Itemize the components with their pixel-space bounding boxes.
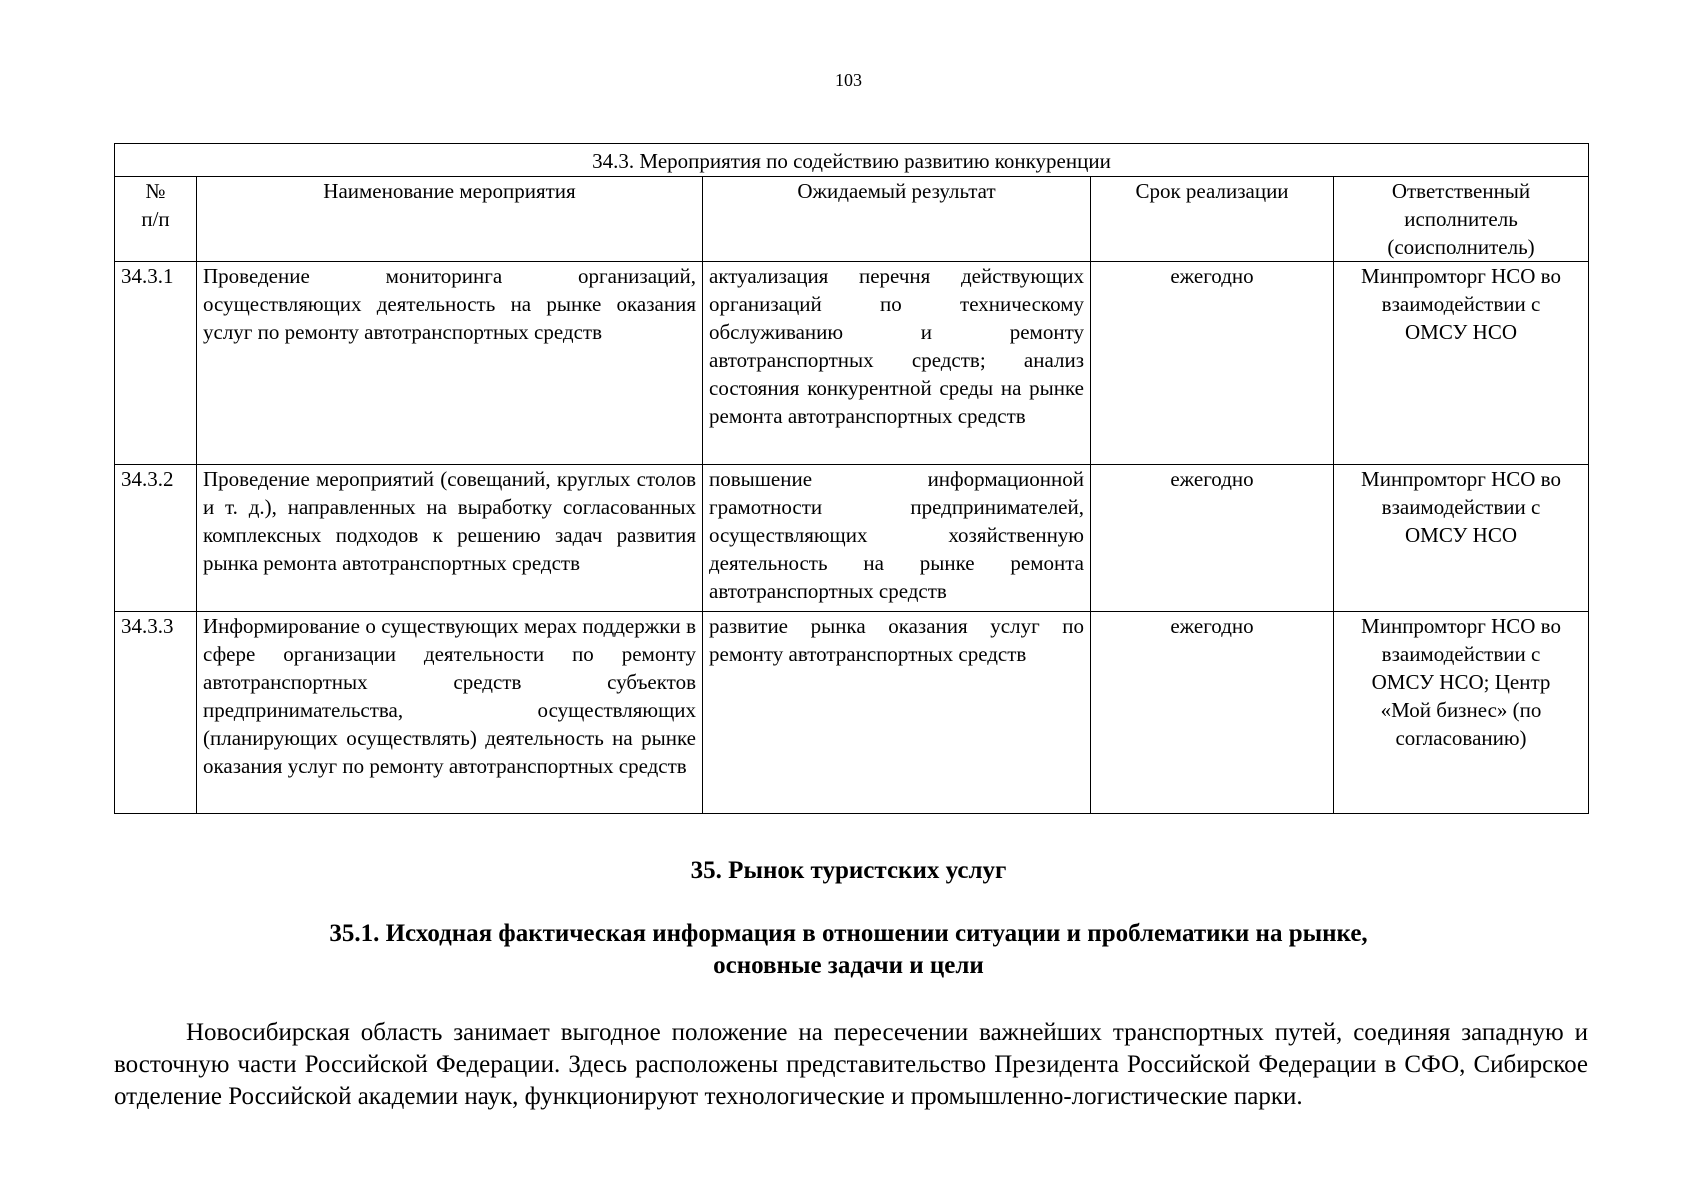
row-result: развитие рынка оказания услуг по ремонту автотранспортных средств <box>703 612 1091 814</box>
page-number: 103 <box>835 70 862 90</box>
header-term: Срок реализации <box>1091 177 1334 262</box>
measures-table <box>114 143 1589 814</box>
row-num: 34.3.1 <box>115 262 197 465</box>
row-term: ежегодно <box>1091 465 1334 612</box>
body-paragraph: Новосибирская область занимает выгодное положение на пересечении важнейших транспортных путей, соединяя западную и восточную части Российской Федерации. Здесь расположены представительство Президента Российской Федерации в СФО, Сибирское отделение Российской академии наук, функционируют технологические и промышленно-логистические парки. <box>114 1019 1588 1110</box>
table-row <box>115 465 1589 612</box>
row-name: Проведение мероприятий (совещаний, круглых столов и т. д.), направленных на выработку согласованных комплексных подходов к решению задач развития рынка ремонта автотранспортных средств <box>197 465 703 612</box>
row-num: 34.3.2 <box>115 465 197 612</box>
row-result: повышение информационной грамотности предпринимателей, осуществляющих хозяйственную деятельность на рынке ремонта автотранспортных средств <box>703 465 1091 612</box>
row-term: ежегодно <box>1091 612 1334 814</box>
subsection-title-line2: основные задачи и цели <box>713 952 984 979</box>
header-name: Наименование мероприятия <box>197 177 703 262</box>
header-num: № п/п <box>115 177 197 262</box>
row-responsible: Минпромторг НСО во взаимодействии с ОМСУ НСО; Центр «Мой бизнес» (по согласованию) <box>1334 612 1589 814</box>
row-name: Информирование о существующих мерах поддержки в сфере организации деятельности по ремонту автотранспортных средств субъектов предпринимательства, осуществляющих (планирующих осуществлять) деятельность на рынке оказания услуг по ремонту автотранспортных средств <box>197 612 703 814</box>
row-responsible: Минпромторг НСО во взаимодействии с ОМСУ НСО <box>1334 465 1589 612</box>
row-responsible: Минпромторг НСО во взаимодействии с ОМСУ НСО <box>1334 262 1589 465</box>
subsection-title-line1: 35.1. Исходная фактическая информация в отношении ситуации и проблематики на рынке, <box>329 920 1368 947</box>
header-responsible: Ответственный исполнитель (соисполнитель) <box>1334 177 1589 262</box>
section-title: 35. Рынок туристских услуг <box>690 857 1007 884</box>
table-caption: 34.3. Мероприятия по содействию развитию конкуренции <box>115 144 1589 177</box>
table-row <box>115 262 1589 465</box>
table-caption-row <box>115 144 1589 177</box>
header-result: Ожидаемый результат <box>703 177 1091 262</box>
row-result: актуализация перечня действующих организаций по техническому обслуживанию и ремонту автотранспортных средств; анализ состояния конкурентной среды на рынке ремонта автотранспортных средств <box>703 262 1091 465</box>
row-term: ежегодно <box>1091 262 1334 465</box>
table-header-row <box>115 177 1589 262</box>
row-name: Проведение мониторинга организаций, осуществляющих деятельность на рынке оказания услуг по ремонту автотранспортных средств <box>197 262 703 465</box>
row-num: 34.3.3 <box>115 612 197 814</box>
table-row <box>115 612 1589 814</box>
